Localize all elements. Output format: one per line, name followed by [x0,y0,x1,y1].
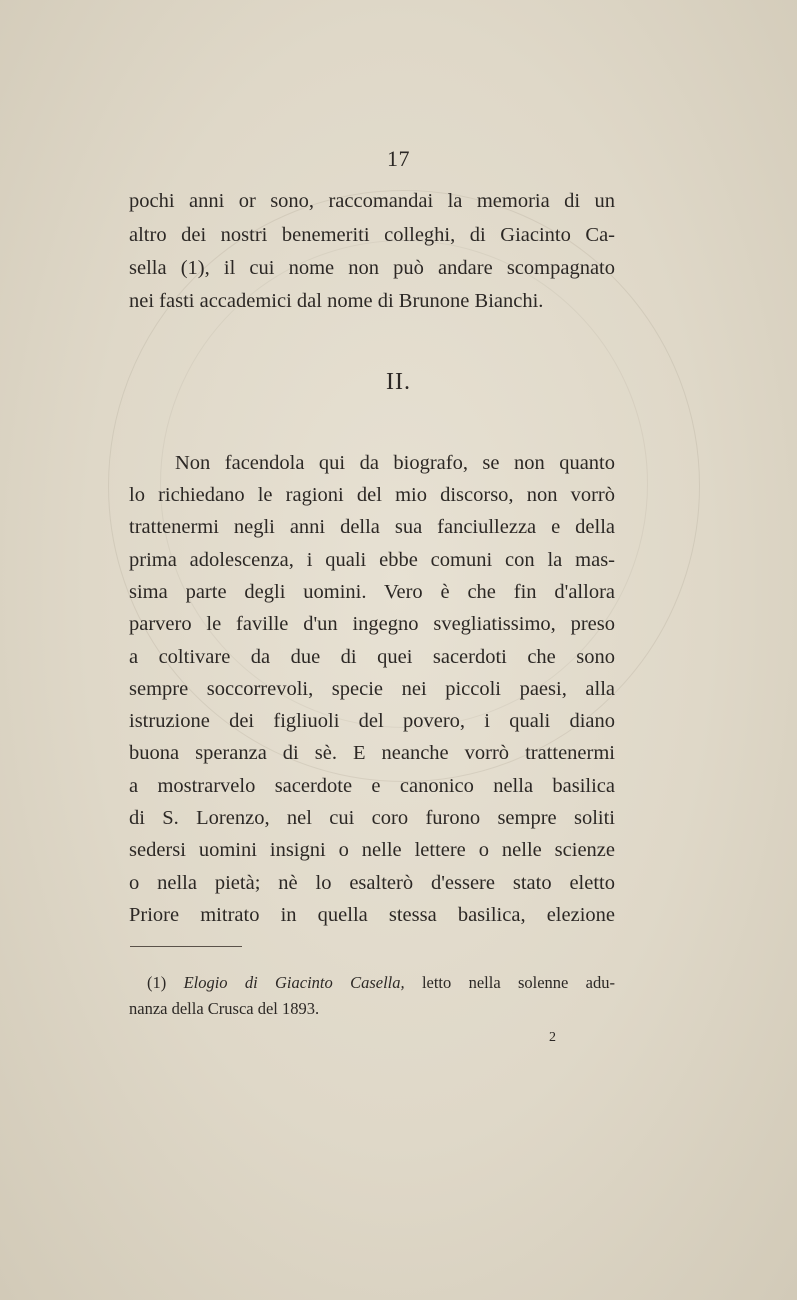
paragraph2-line-4: prima adolescenza, i quali ebbe comuni con la mas- [129,549,615,571]
paragraph2-line-2: lo richiedano le ragioni del mio discorso, non vorrò [129,484,615,506]
footnote-cited-title: Elogio di Giacinto Casella, [183,973,405,992]
paragraph1-line-3: sella (1), il cui nome non può andare scompagnato [129,257,615,279]
paragraph1-line-4: nei fasti accademici dal nome di Brunone Bianchi. [129,290,544,312]
paragraph2-line-3: trattenermi negli anni della sua fanciullezza e della [129,516,615,538]
paragraph2-line-9: istruzione dei figliuoli del povero, i quali diano [129,710,615,732]
paragraph2-line-10: buona speranza di sè. E neanche vorrò trattenermi [129,742,615,764]
paragraph2-line-12: di S. Lorenzo, nel cui coro furono sempre soliti [129,807,615,829]
paragraph2-line-8: sempre soccorrevoli, specie nei piccoli paesi, alla [129,678,615,700]
paragraph2-line-7: a coltivare da due di quei sacerdoti che sono [129,646,615,668]
paragraph2-line-13: sedersi uomini insigni o nelle lettere o nelle scienze [129,839,615,861]
paragraph2-line-1: Non facendola qui da biografo, se non quanto [175,452,615,474]
printer-signature-mark: 2 [549,1030,556,1045]
page-number: 17 [387,146,410,171]
footnote-rule [130,946,242,947]
paragraph1-line-2: altro dei nostri benemeriti colleghi, di Giacinto Ca- [129,224,615,246]
paragraph2-line-5: sima parte degli uomini. Vero è che fin d'allora [129,581,615,603]
footnote-line-1 [147,971,615,995]
footnote-marker: (1) [147,973,167,992]
paragraph2-line-6: parvero le faville d'un ingegno svegliatissimo, preso [129,613,615,635]
paragraph1-line-1: pochi anni or sono, raccomandai la memoria di un [129,190,615,212]
paragraph2-line-11: a mostrarvelo sacerdote e canonico nella basilica [129,775,615,797]
paragraph2-line-14: o nella pietà; nè lo esalterò d'essere stato eletto [129,872,615,894]
footnote-text: letto nella solenne adu- [421,973,615,992]
section-heading: II. [386,369,411,395]
footnote-line-2: nanza della Crusca del 1893. [129,999,320,1018]
paragraph2-line-15: Priore mitrato in quella stessa basilica, elezione [129,904,615,926]
